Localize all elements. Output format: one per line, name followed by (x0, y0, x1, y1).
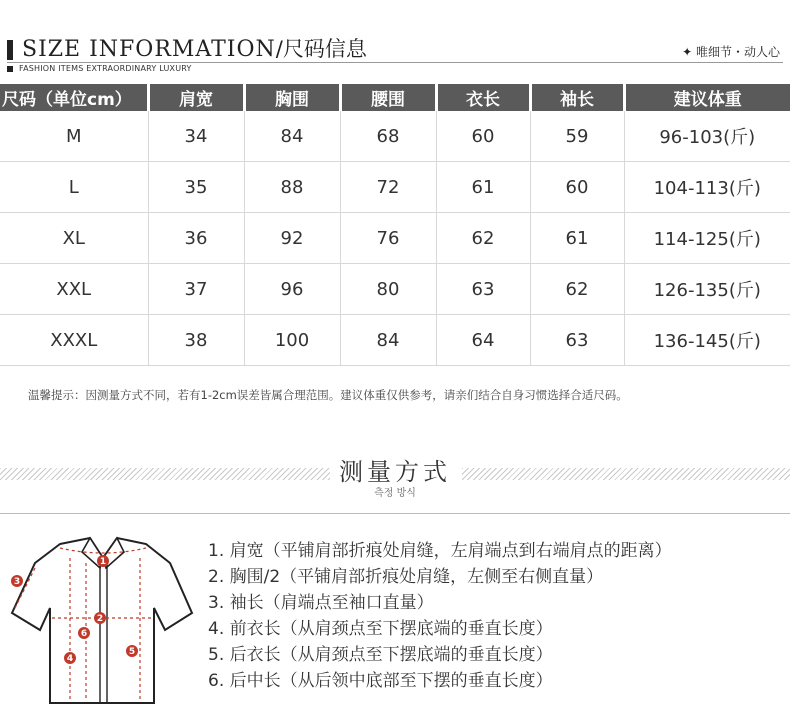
cell: 96 (244, 264, 340, 315)
svg-text:4: 4 (66, 654, 74, 664)
cell: 136-145(斤) (624, 315, 790, 366)
cell: M (0, 111, 148, 162)
table-row (0, 162, 790, 213)
list-item: 6. 后中长（从后领中底部至下摆的垂直长度） (208, 671, 553, 691)
cell: 60 (436, 111, 530, 162)
cell: 60 (530, 162, 624, 213)
cell: XL (0, 213, 148, 264)
cell: 88 (244, 162, 340, 213)
cell: 34 (148, 111, 244, 162)
marker-6 (78, 627, 90, 639)
table-row (0, 315, 790, 366)
header-bar (7, 40, 13, 60)
cell: 100 (244, 315, 340, 366)
svg-text:6: 6 (80, 629, 88, 639)
list-item: 4. 前衣长（从肩颈点至下摆底端的垂直长度） (208, 619, 553, 639)
method-section-header (0, 440, 790, 505)
page-subtitle: FASHION ITEMS EXTRAORDINARY LUXURY (19, 64, 192, 73)
list-item: 2. 胸围/2（平铺肩部折痕处肩缝，左侧至右侧直量） (208, 567, 604, 587)
svg-text:5: 5 (128, 647, 136, 657)
tip-text: 温馨提示：因测量方式不同，若有1-2cm误差皆属合理范围。建议体重仅供参考，请亲们结合自身习惯选择合适尺码。 (28, 388, 628, 402)
header-cell-shoulder: 肩宽 (148, 84, 244, 111)
page-title (22, 33, 367, 63)
table-header-row (0, 84, 790, 111)
cell: 61 (530, 213, 624, 264)
cell: 38 (148, 315, 244, 366)
cell: 68 (340, 111, 436, 162)
svg-text:1: 1 (99, 557, 107, 567)
cell: 126-135(斤) (624, 264, 790, 315)
marker-5 (126, 645, 138, 657)
method-title: 测量方式 (339, 458, 451, 486)
list-item: 5. 后衣长（从肩颈点至下摆底端的垂直长度） (208, 645, 553, 665)
cell: 61 (436, 162, 530, 213)
measure-area (0, 513, 790, 723)
cell: 62 (436, 213, 530, 264)
title-separator: / (275, 37, 283, 61)
cell: 64 (436, 315, 530, 366)
cell: XXXL (0, 315, 148, 366)
table-row (0, 264, 790, 315)
header-cell-waist: 腰围 (340, 84, 436, 111)
marker-4 (64, 652, 76, 664)
cell: 84 (244, 111, 340, 162)
header-square (7, 66, 13, 72)
cell: 72 (340, 162, 436, 213)
cell: 84 (340, 315, 436, 366)
svg-text:2: 2 (96, 614, 104, 624)
cell: 80 (340, 264, 436, 315)
header-rule (7, 62, 783, 63)
header-cell-length: 衣长 (436, 84, 530, 111)
list-item: 1. 肩宽（平铺肩部折痕处肩缝，左肩端点到右端肩点的距离） (208, 541, 672, 561)
cell: 62 (530, 264, 624, 315)
cell: 114-125(斤) (624, 213, 790, 264)
cell: 96-103(斤) (624, 111, 790, 162)
marker-2 (94, 612, 106, 624)
cell: 63 (530, 315, 624, 366)
cell: 36 (148, 213, 244, 264)
cell: 63 (436, 264, 530, 315)
cell: 37 (148, 264, 244, 315)
header-cell-weight: 建议体重 (624, 84, 790, 111)
header-cell-chest: 胸围 (244, 84, 340, 111)
table-row (0, 111, 790, 162)
measure-steps (208, 538, 672, 694)
marker-1 (97, 555, 109, 567)
header-cell-sleeve: 袖长 (530, 84, 624, 111)
page-header (0, 0, 790, 84)
cell: 35 (148, 162, 244, 213)
cell: 59 (530, 111, 624, 162)
cell: 104-113(斤) (624, 162, 790, 213)
header-cell-size: 尺码（单位cm） (0, 84, 148, 111)
cell: 92 (244, 213, 340, 264)
method-subtitle: 측정 방식 (374, 488, 416, 499)
cell: 76 (340, 213, 436, 264)
marker-3 (11, 575, 23, 587)
title-en: SIZE INFORMATION (22, 37, 276, 62)
size-table (0, 84, 790, 366)
title-cn: 尺码信息 (282, 37, 367, 61)
table-row (0, 213, 790, 264)
slogan: ✦ 唯细节・动人心 (682, 45, 780, 59)
svg-text:3: 3 (13, 577, 21, 587)
cell: L (0, 162, 148, 213)
cell: XXL (0, 264, 148, 315)
shirt-diagram (0, 518, 205, 718)
list-item: 3. 袖长（肩端点至袖口直量） (208, 593, 434, 613)
